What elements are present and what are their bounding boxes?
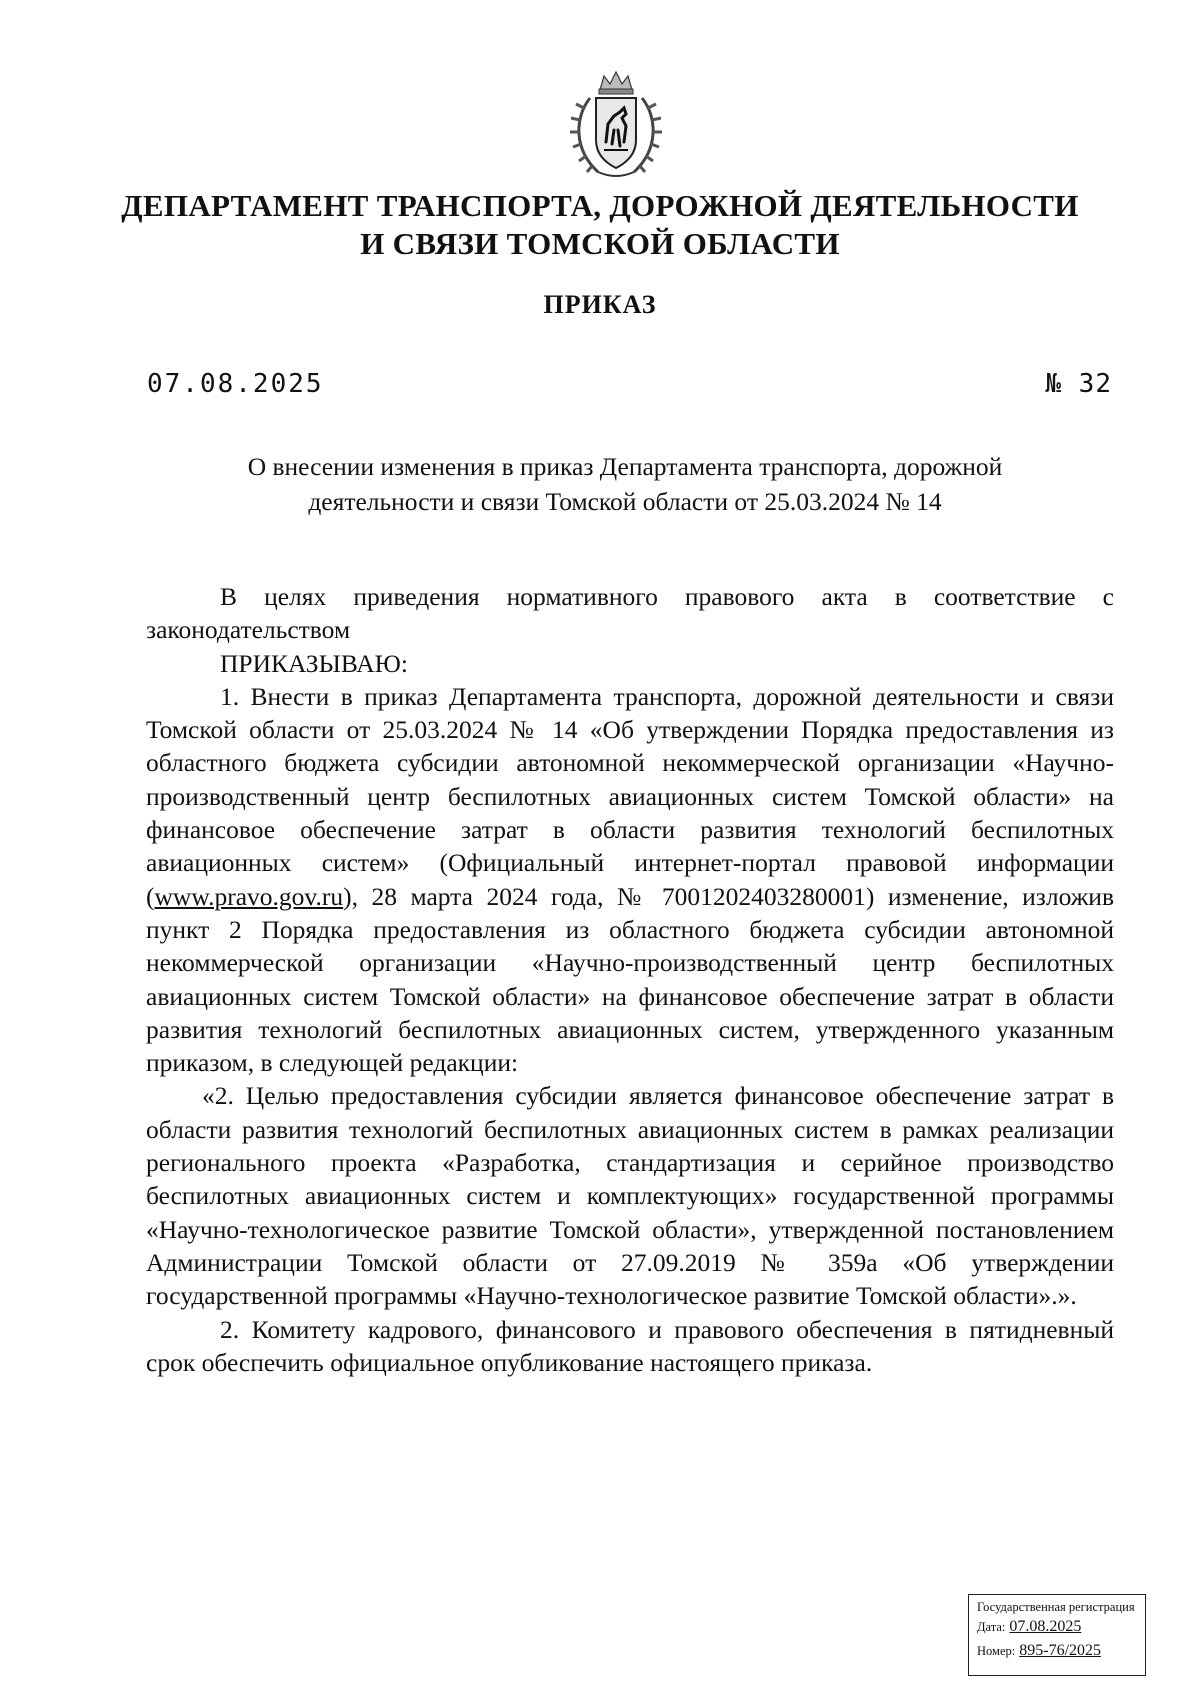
document-subject	[150, 449, 1100, 519]
registration-date-value: 07.08.2025	[1009, 1618, 1082, 1635]
item1-text-part2: ), 28 марта 2024 года, № 7001202403280001) изменение, изложив пункт 2 Порядка предоставления из областного бюджета субсидии автономной некоммерческой организации «Научно-производственный центр беспилотных авиационных систем Томской области» на финансовое обеспечение затрат в области развития технологий беспилотных авиационных систем, утвержденного указанным приказом, в следующей редакции:	[146, 881, 1114, 1078]
quoted-paragraph: «2. Целью предоставления субсидии является финансовое обеспечение затрат в области развития технологий беспилотных авиационных систем в рамках реализации регионального проекта «Разработка, стандартизация и серийное производство беспилотных авиационных систем и комплектующих» государственной программы «Научно-технологическое развитие Томской области», утвержденной постановлением Администрации Томской области от 27.09.2019 № 359а «Об утверждении государственной программы «Научно-технологическое развитие Томской области».».	[146, 1081, 1114, 1311]
org-name-line1: ДЕПАРТАМЕНТ ТРАНСПОРТА, ДОРОЖНОЙ ДЕЯТЕЛЬНОСТИ	[121, 188, 1079, 223]
pravo-link[interactable]: www.pravo.gov.ru	[154, 881, 344, 911]
registration-number-value: 895-76/2025	[1019, 1642, 1102, 1659]
document-number: № 32	[1045, 369, 1112, 399]
item1-text-part1: 1. Внести в приказ Департамента транспорта, дорожной деятельности и связи Томской области от 25.03.2024 № 14 «Об утверждении Порядка предоставления из областного бюджета субсидии автономной некоммерческой организации «Научно-производственный центр беспилотных авиационных систем Томской области» на финансовое обеспечение затрат в области развития технологий беспилотных авиационных систем» (Официальный интернет-портал правовой информации (	[146, 681, 1114, 911]
order-word: ПРИКАЗЫВАЮ:	[220, 648, 408, 678]
item1-paragraph	[146, 680, 1114, 1080]
registration-date-label: Дата:	[977, 1620, 1006, 1634]
document-date: 07.08.2025	[147, 369, 324, 399]
document-body	[146, 580, 1114, 1379]
registration-number-label: Номер:	[977, 1644, 1016, 1658]
coat-of-arms-icon	[568, 68, 664, 184]
registration-title: Государственная регистрация	[977, 1600, 1135, 1614]
registration-date-row	[977, 1615, 1145, 1639]
registration-number-row	[977, 1639, 1145, 1663]
registration-stamp	[968, 1594, 1146, 1676]
org-name-line2: И СВЯЗИ ТОМСКОЙ ОБЛАСТИ	[360, 226, 840, 261]
subject-line2: деятельности и связи Томской области от 25.03.2024 № 14	[308, 487, 942, 516]
preamble-paragraph: В целях приведения нормативного правового акта в соответствие с законодательством	[146, 582, 1114, 645]
subject-line1: О внесении изменения в приказ Департамента транспорта, дорожной	[247, 452, 1003, 481]
document-type: ПРИКАЗ	[543, 290, 657, 319]
item2-paragraph: 2. Комитету кадрового, финансового и правового обеспечения в пятидневный срок обеспечить официальное опубликование настоящего приказа.	[146, 1314, 1114, 1377]
